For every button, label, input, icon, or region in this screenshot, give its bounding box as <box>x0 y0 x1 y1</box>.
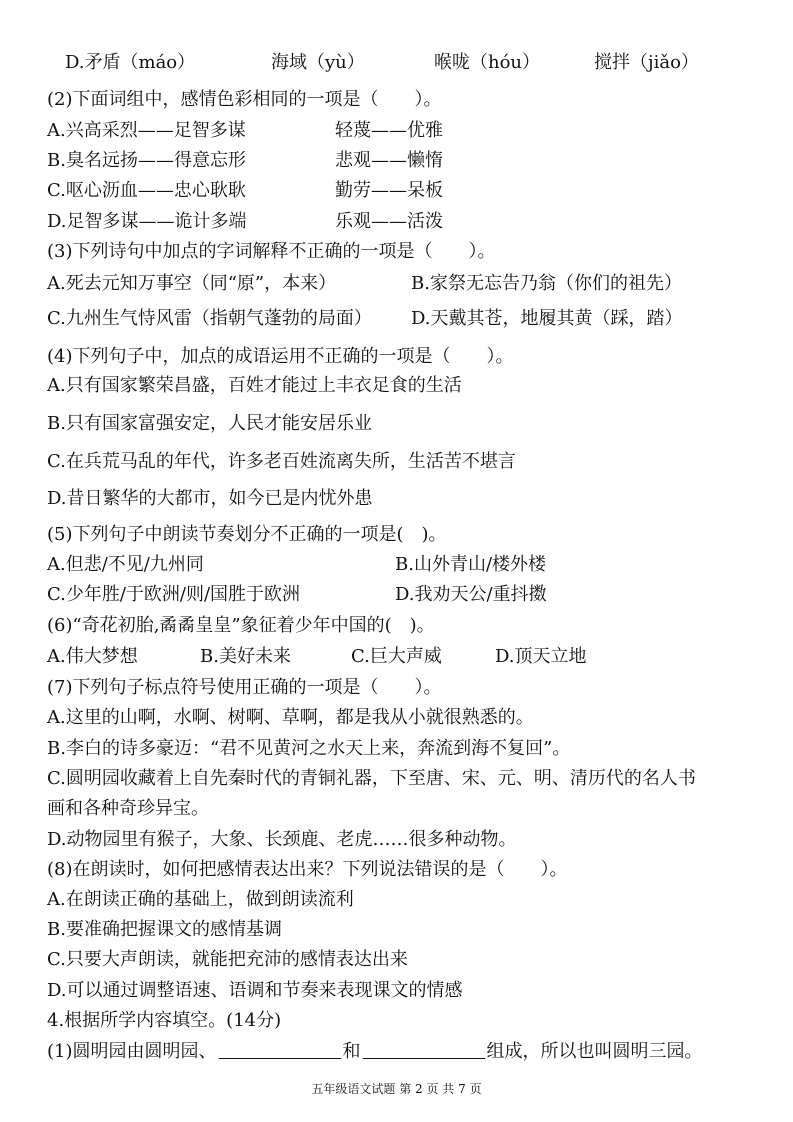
option-left: C.九州生气恃风雷（指朝气蓬勃的局面） <box>47 308 372 329</box>
question-8-option-c: C.只要大声朗读，就能把充沛的感情表达出来 <box>47 949 408 970</box>
question-4-option-c: C.在兵荒马乱的年代，许多老百姓流离失所，生活苦不堪言 <box>47 451 516 472</box>
question-8-stem: (8)在朗读时，如何把感情表达出来？下列说法错误的是（ ）。 <box>47 859 568 880</box>
fill-in-question-1 <box>47 1040 703 1064</box>
question-7-stem: (7)下列句子标点符号使用正确的一项是（ ）。 <box>47 677 442 698</box>
option-left: D.足智多谋——诡计多端 <box>47 211 247 232</box>
pinyin-item: 海域（yù） <box>271 52 365 73</box>
option: C.巨大声威 <box>351 646 442 667</box>
option-left: C.少年胜/于欧洲/则/国胜于欧洲 <box>47 584 301 605</box>
answer-blank[interactable] <box>363 1040 485 1059</box>
question-4-stem: (4)下列句子中，加点的成语运用不正确的一项是（ ）。 <box>47 346 514 367</box>
section-4-heading: 4.根据所学内容填空。(14分) <box>47 1010 282 1031</box>
question-8-option-a: A.在朗读正确的基础上，做到朗读流利 <box>47 889 354 910</box>
option-right: B.家祭无忘告乃翁（你们的祖先） <box>411 273 682 294</box>
fill-text: 和 <box>342 1041 361 1062</box>
question-4-option-a: A.只有国家繁荣昌盛，百姓才能过上丰衣足食的生活 <box>47 375 462 396</box>
question-7-option-c: C.圆明园收藏着上自先秦时代的青铜礼器，下至唐、宋、元、明、清历代的名人书 <box>47 768 696 789</box>
option-right: 悲观——懒惰 <box>335 150 443 171</box>
question-4-option-d: D.昔日繁华的大都市，如今已是内忧外患 <box>47 488 373 509</box>
question-7-option-c-cont: 画和各种奇珍异宝。 <box>47 798 209 819</box>
pinyin-item: D.矛盾（máo） <box>65 52 196 73</box>
question-8-option-d: D.可以通过调整语速、语调和节奏来表现课文的情感 <box>47 980 463 1001</box>
option: D.顶天立地 <box>495 646 587 667</box>
pinyin-item: 喉咙（hóu） <box>434 52 541 73</box>
pinyin-item: 搅拌（jiǎo） <box>594 52 699 73</box>
option-right: B.山外青山/楼外楼 <box>395 554 547 575</box>
option-left: C.呕心沥血——忠心耿耿 <box>47 180 246 201</box>
question-3-stem: (3)下列诗句中加点的字词解释不正确的一项是（ ）。 <box>47 241 496 262</box>
option-left: A.但悲/不见/九州同 <box>47 554 204 575</box>
question-2-stem: (2)下面词组中，感情色彩相同的一项是（ ）。 <box>47 89 442 110</box>
question-7-option-b: B.李白的诗多豪迈：“君不见黄河之水天上来，奔流到海不复回”。 <box>47 738 571 759</box>
option-left: A.兴高采烈——足智多谋 <box>47 120 246 141</box>
question-5-stem: (5)下列句子中朗读节奏划分不正确的一项是( )。 <box>47 524 447 545</box>
question-4-option-b: B.只有国家富强安定，人民才能安居乐业 <box>47 413 372 434</box>
option: A.伟大梦想 <box>47 646 138 667</box>
fill-text: 组成，所以也叫圆明三园。 <box>486 1041 703 1062</box>
option-right: 乐观——活泼 <box>335 211 443 232</box>
option-right: D.天戴其苍，地履其黄（踩，踏） <box>411 308 683 329</box>
question-6-stem: (6)“奇花初胎,矞矞皇皇”象征着少年中国的( )。 <box>47 615 435 636</box>
fill-text: (1)圆明园由圆明园、 <box>47 1041 217 1062</box>
question-8-option-b: B.要准确把握课文的感情基调 <box>47 919 282 940</box>
option-right: 勤劳——呆板 <box>335 180 443 201</box>
answer-blank[interactable] <box>219 1040 341 1059</box>
option-left: B.臭名远扬——得意忘形 <box>47 150 246 171</box>
option-right: D.我劝天公/重抖擞 <box>395 584 547 605</box>
option-right: 轻蔑——优雅 <box>335 120 443 141</box>
page-footer: 五年级语文试题 第 2 页 共 7 页 <box>311 1082 482 1096</box>
question-7-option-d: D.动物园里有猴子，大象、长颈鹿、老虎……很多种动物。 <box>47 829 517 850</box>
option: B.美好未来 <box>200 646 291 667</box>
option-left: A.死去元知万事空（同“原”，本来） <box>47 273 337 294</box>
question-7-option-a: A.这里的山啊，水啊、树啊、草啊，都是我从小就很熟悉的。 <box>47 707 534 728</box>
